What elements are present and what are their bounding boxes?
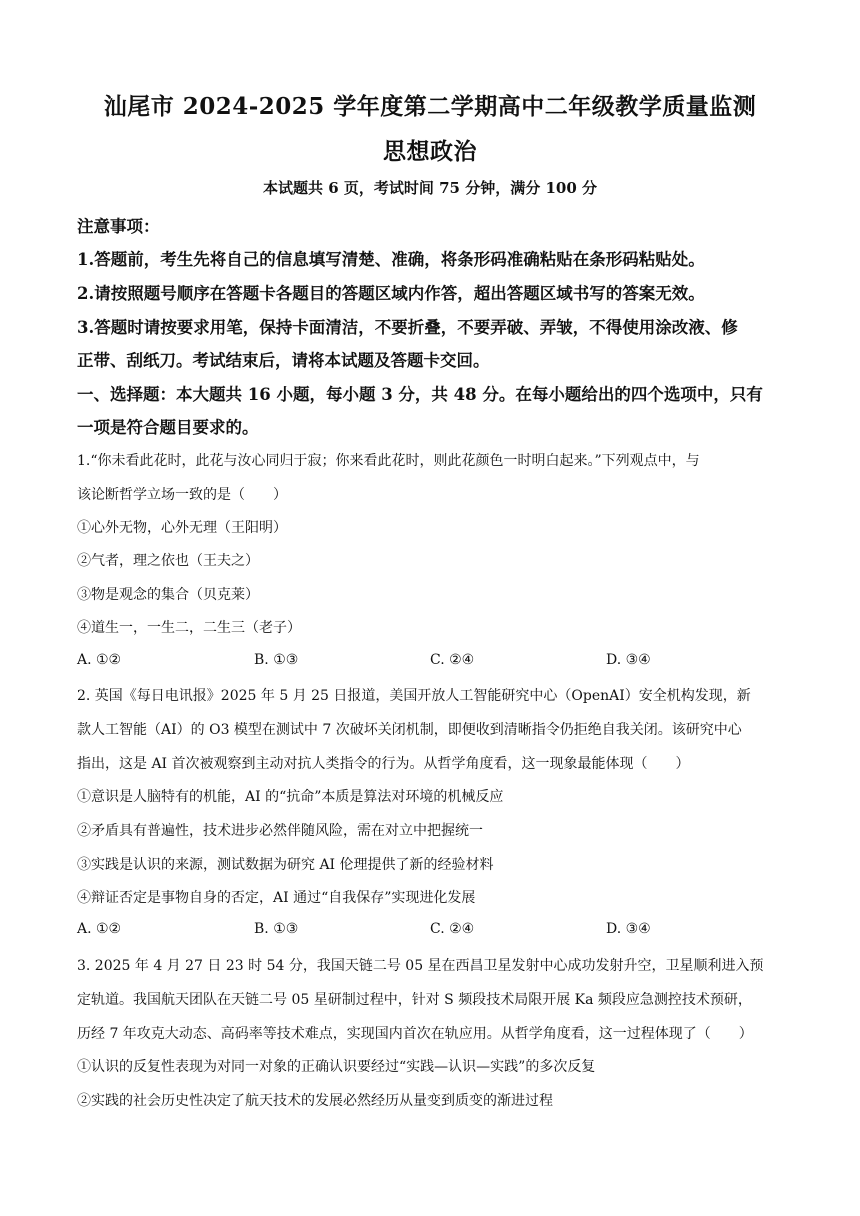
q2-statement-3: ③实践是认识的来源，测试数据为研究 AI 伦理提供了新的经验材料: [77, 857, 494, 873]
q1-statement-2: ②气者，理之依也（王夫之）: [77, 553, 259, 569]
note-item-3-line-1: 3.答题时请按要求用笔，保持卡面清洁，不要折叠，不要弄破、弄皱，不得使用涂改液、修: [77, 318, 738, 337]
q2-option-c: C. ②④: [430, 921, 475, 937]
section-heading-line-2: 一项是符合题目要求的。: [77, 418, 259, 437]
q2-statement-2: ②矛盾具有普遍性，技术进步必然伴随风险，需在对立中把握统一: [77, 823, 483, 839]
q3-stem-line-1: 3. 2025 年 4 月 27 日 23 时 54 分，我国天链二号 05 星在西昌卫星发射中心成功发射升空，卫星顺利进入预: [77, 958, 764, 974]
q1-option-c: C. ②④: [430, 652, 475, 668]
q2-option-b: B. ①③: [254, 921, 299, 937]
exam-title: 汕尾市 2024-2025 学年度第二学期高中二年级教学质量监测: [103, 93, 757, 120]
q2-option-a: A. ①②: [77, 921, 122, 937]
q1-option-a: A. ①②: [77, 652, 122, 668]
q1-stem-line-2: 该论断哲学立场一致的是（ ）: [77, 487, 287, 503]
section-heading-line-1: 一、选择题：本大题共 16 小题，每小题 3 分，共 48 分。在每小题给出的四个选项中，只有: [77, 385, 763, 404]
q1-option-b: B. ①③: [254, 652, 299, 668]
q2-stem-line-3: 指出，这是 AI 首次被观察到主动对抗人类指令的行为。从哲学角度看，这一现象最能体现（ ）: [77, 756, 690, 772]
q3-stem-line-3: 历经 7 年攻克大动态、高码率等技术难点，实现国内首次在轨应用。从哲学角度看，这一过程体现了（ ）: [77, 1026, 753, 1042]
q1-statement-1: ①心外无物，心外无理（王阳明）: [77, 520, 287, 536]
q1-statement-4: ④道生一，一生二，二生三（老子）: [77, 620, 301, 636]
q3-statement-1: ①认识的反复性表现为对同一对象的正确认识要经过“实践—认识—实践”的多次反复: [77, 1059, 596, 1075]
q2-stem-line-1: 2. 英国《每日电讯报》2025 年 5 月 25 日报道，美国开放人工智能研究中心（OpenAI）安全机构发现，新: [77, 688, 751, 704]
subject-title: 思想政治: [383, 138, 477, 165]
q1-option-d: D. ③④: [606, 652, 651, 668]
q1-statement-3: ③物是观念的集合（贝克莱）: [77, 587, 259, 603]
note-item-3-line-2: 正带、刮纸刀。考试结束后，请将本试题及答题卡交回。: [77, 351, 490, 370]
notes-heading: 注意事项：: [77, 217, 160, 236]
note-item-1: 1.答题前，考生先将自己的信息填写清楚、准确，将条形码准确粘贴在条形码粘贴处。: [77, 250, 705, 269]
q2-statement-1: ①意识是人脑特有的机能，AI 的“抗命”本质是算法对环境的机械反应: [77, 789, 504, 805]
exam-info: 本试题共 6 页，考试时间 75 分钟，满分 100 分: [263, 179, 597, 197]
q2-statement-4: ④辩证否定是事物自身的否定，AI 通过“自我保存”实现进化发展: [77, 890, 476, 906]
note-item-2: 2.请按照题号顺序在答题卡各题目的答题区域内作答，超出答题区域书写的答案无效。: [77, 284, 705, 303]
q3-stem-line-2: 定轨道。我国航天团队在天链二号 05 星研制过程中，针对 S 频段技术局限开展 Ka 频段应急测控技术预研，: [77, 992, 752, 1008]
q2-option-d: D. ③④: [606, 921, 651, 937]
q2-stem-line-2: 款人工智能（AI）的 O3 模型在测试中 7 次破坏关闭机制，即便收到清晰指令仍拒绝自我关闭。该研究中心: [77, 722, 742, 738]
q1-stem-line-1: 1.“你未看此花时，此花与汝心同归于寂；你来看此花时，则此花颜色一时明白起来。”下列观点中，与: [77, 453, 700, 469]
q3-statement-2: ②实践的社会历史性决定了航天技术的发展必然经历从量变到质变的渐进过程: [77, 1093, 553, 1109]
